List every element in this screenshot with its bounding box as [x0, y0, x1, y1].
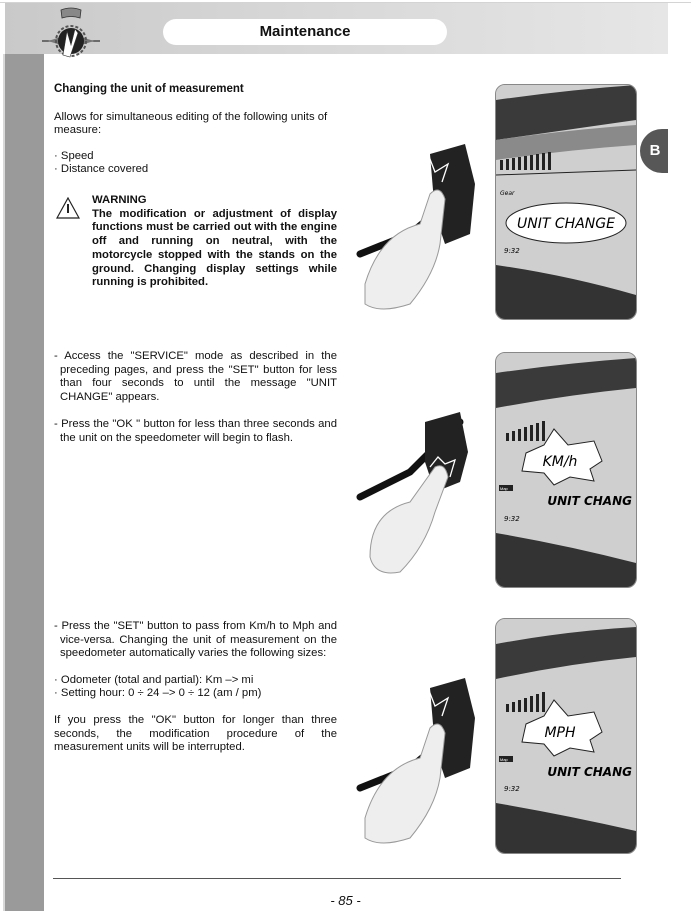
section-tab[interactable]: B	[640, 129, 668, 173]
list-item: · Distance covered	[54, 163, 337, 177]
step-3: - Press the "SET" button to pass from Km/h to Mph and vice-versa. Changing the unit of measurement on the speedometer automatically varies the following sizes:	[54, 620, 337, 660]
footer-rule	[53, 878, 621, 879]
steps-block-2	[54, 620, 337, 755]
section-heading: Changing the unit of measurement	[54, 83, 244, 95]
note-text: If you press the "OK" button for longer than three seconds, the modification procedure of the measurement units will be interrupted.	[54, 713, 337, 754]
display-message: MPH	[544, 725, 576, 741]
list-item: · Setting hour: 0 ÷ 24 –> 0 ÷ 12 (am / pm)	[54, 687, 337, 701]
map-label: Map	[500, 486, 508, 491]
page-title: Maintenance	[163, 19, 447, 45]
display-message: UNIT CHANGE	[517, 216, 615, 232]
page-number: - 85 -	[330, 893, 361, 908]
list-item: · Odometer (total and partial): Km –> mi	[54, 674, 337, 688]
warning-block	[92, 194, 337, 290]
gear-label: Gear	[500, 190, 515, 197]
hand-pressing-ok-button-illustration	[350, 382, 485, 592]
figure-mph	[350, 618, 640, 858]
clock-readout: 9:32	[504, 515, 520, 523]
dashboard-display	[495, 618, 637, 854]
map-label: Map	[500, 757, 508, 762]
warning-text: The modification or adjustment of display functions must be carried out with the engine off and running on neutral, with the motorcycle stopped with the stands on the ground. Changing display settings while running is prohibited.	[92, 207, 337, 289]
intro-section	[54, 83, 337, 177]
hand-pressing-set-button-illustration	[350, 648, 485, 858]
hand-pressing-set-button-illustration	[350, 114, 485, 324]
warning-triangle-icon	[56, 197, 80, 219]
figure-unit-change	[350, 84, 640, 324]
clock-readout: 9:32	[504, 785, 520, 793]
dashboard-display	[495, 352, 637, 588]
left-margin-bar	[5, 54, 44, 911]
background-message: UNIT CHANG	[547, 765, 632, 779]
step-2: - Press the "OK " button for less than three seconds and the unit on the speedometer will begin to flash.	[54, 418, 337, 444]
step-1: - Access the "SERVICE" mode as described in the preceding pages, and press the "SET" button for less than four seconds to until the message "UNIT CHANGE" appears.	[54, 350, 337, 403]
varied-sizes-list	[54, 674, 337, 701]
dashboard-illustration	[496, 619, 636, 853]
mv-agusta-logo	[40, 5, 102, 65]
warning-title: WARNING	[92, 194, 147, 206]
list-item: · Speed	[54, 150, 337, 164]
dashboard-display	[495, 84, 637, 320]
display-message: KM/h	[542, 454, 578, 470]
clock-readout: 9:32	[504, 247, 520, 255]
dashboard-illustration	[496, 85, 636, 319]
steps-block-1	[54, 350, 337, 446]
background-message: UNIT CHANG	[547, 494, 632, 508]
intro-text: Allows for simultaneous editing of the following units of measure:	[54, 110, 328, 137]
units-list	[54, 150, 337, 177]
dashboard-illustration	[496, 353, 636, 587]
figure-kmh	[350, 352, 640, 592]
